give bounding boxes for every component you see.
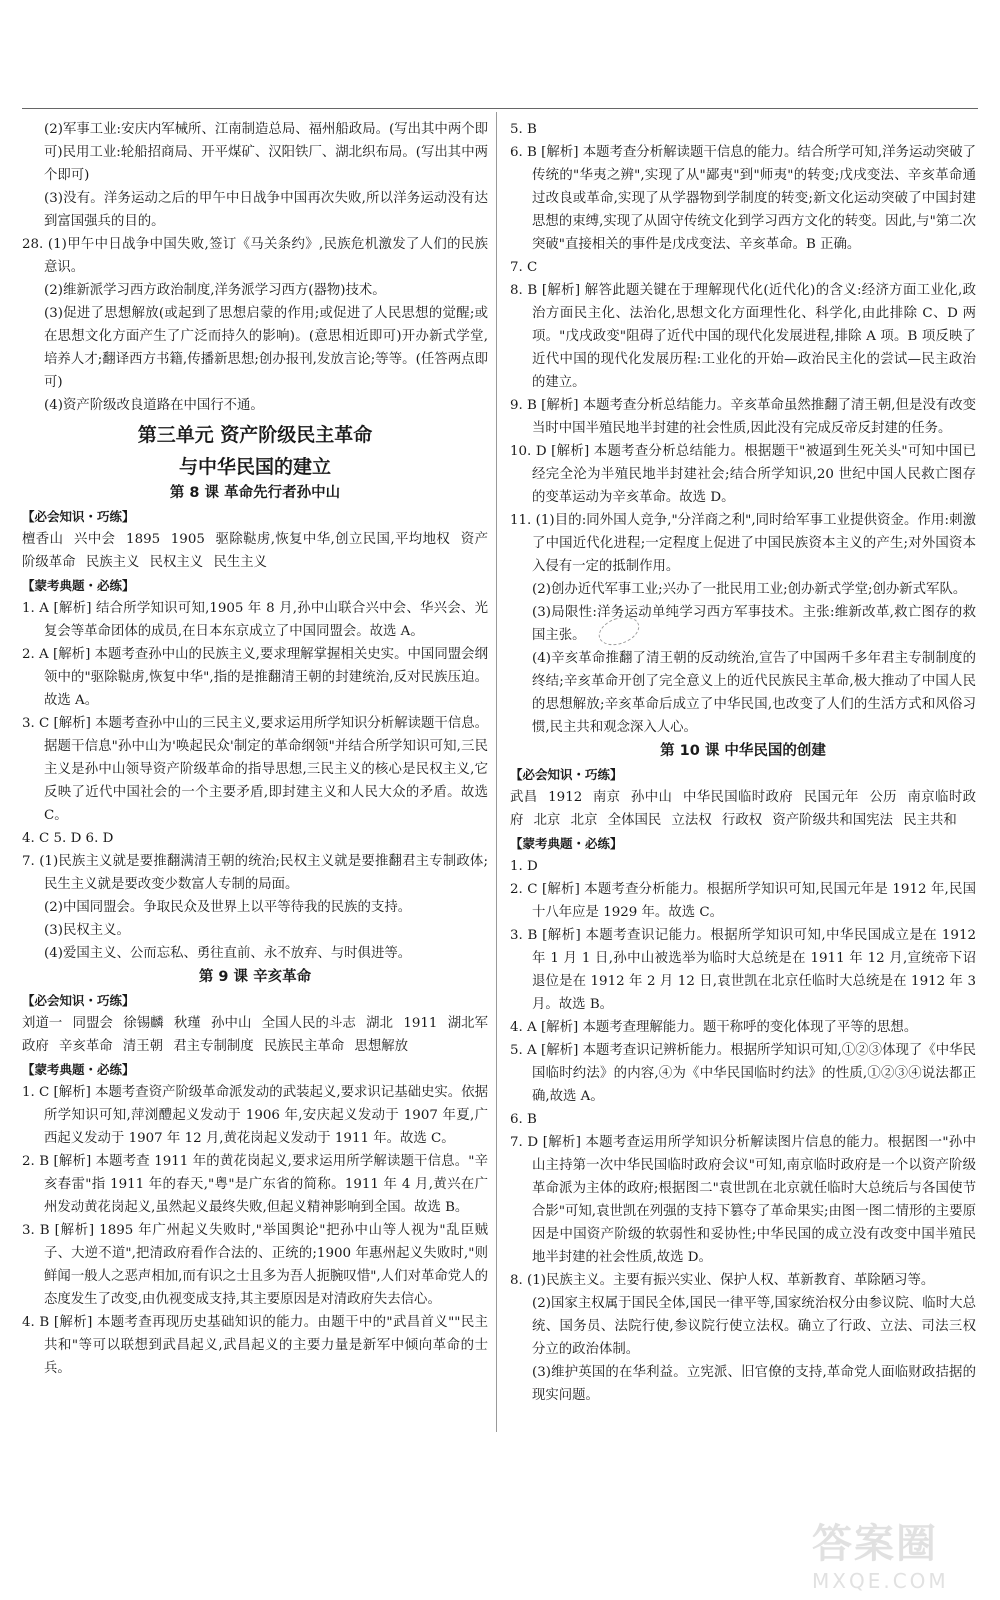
answer-text: 3. B [解析] 1895 年广州起义失败时,"举国舆论"把孙中山等人视为"乱臣贼子、大逆不道",把清政府看作合法的、正统的;1900 年惠州起义失败时,"则鲜闻一般人之恶声相加,而有识之士且多为吾人扼腕叹惜",人们对革命党人的态度发生了改变,由仇视变成支持,其主要原因是对清政府失去信心。 — [22, 1223, 488, 1307]
answer-text: 4. B [解析] 本题考查再现历史基础知识的能力。由题干中的"武昌首义""民主共和"等可以联想到武昌起义,武昌起义的主要力量是新军中倾向革命的士兵。 — [22, 1315, 488, 1376]
watermark-logo — [812, 1512, 982, 1592]
right-column — [510, 118, 976, 1407]
section-tag: 【必会知识・巧练】 — [510, 767, 623, 782]
lesson-title: 第 9 课 辛亥革命 — [198, 969, 312, 985]
answer-text: 1. A [解析] 结合所学知识可知,1905 年 8 月,孙中山联合兴中会、华兴会、光复会等革命团体的成员,在日本东京成立了中国同盟会。故选 A。 — [22, 601, 488, 639]
answer-text: (4)爱国主义、公而忘私、勇往直前、永不放弃、与时俱进等。 — [44, 946, 412, 961]
answer-text: 2. B [解析] 本题考查 1911 年的黄花岗起义,要求运用所学解读题干信息。"辛亥春雷"指 1911 年的春天,"粤"是广东省的简称。1911 年 4 月,黄兴在广州发动黄花岗起义,虽然起义最终失败,但起义精神影响到全国。故选 B。 — [22, 1154, 488, 1215]
column-divider — [496, 112, 497, 1432]
answer-text: (3)没有。洋务运动之后的甲午中日战争中国再次失败,所以洋务运动没有达到富国强兵的目的。 — [44, 191, 488, 229]
answer-text: (2)军事工业:安庆内军械所、江南制造总局、福州船政局。(写出其中两个即可)民用工业:轮船招商局、开平煤矿、汉阳铁厂、湖北织布局。(写出其中两个即可) — [44, 122, 488, 183]
answer-text: 5. B — [510, 122, 537, 137]
answer-text: (3)维护英国的在华利益。立宪派、旧官僚的支持,革命党人面临财政拮据的现实问题。 — [532, 1365, 976, 1403]
answer-text: 10. D [解析] 本题考查分析总结能力。根据题干"被逼到生死关头"可知中国已经完全沦为半殖民地半封建社会;结合所学知识,20 世纪中国人民救亡图存的变革运动为辛亥革命。故选 D。 — [510, 444, 976, 505]
lesson-title: 第 8 课 革命先行者孙中山 — [169, 485, 341, 501]
answer-text: 9. B [解析] 本题考查分析总结能力。辛亥革命虽然推翻了清王朝,但是没有改变当时中国半殖民地半封建的社会性质,因此没有完成反帝反封建的任务。 — [510, 398, 976, 436]
unit-title: 第三单元 资产阶级民主革命 — [137, 424, 373, 446]
answer-text: 4. C 5. D 6. D — [22, 831, 114, 846]
answer-text: 28. (1)甲午中日战争中国失败,签订《马关条约》,民族危机激发了人们的民族意识。 — [22, 237, 488, 275]
answer-text: 8. B [解析] 解答此题关键在于理解现代化(近代化)的含义:经济方面工业化,政治方面民主化、法治化,思想文化方面理性化、科学化,由此排除 C、D 两项。"戊戌政变"阻碍了近代中国的现代化发展进程,排除 A 项。B 项反映了近代中国的现代化发展历程:工业化的开始—政治民主化的尝试—民主政治的建立。 — [510, 283, 976, 390]
watermark-mark: 答案圈 — [812, 1521, 938, 1567]
top-rule — [22, 108, 978, 109]
answer-text: 1. D — [510, 859, 538, 874]
answer-text: 3. C [解析] 本题考查孙中山的三民主义,要求运用所学知识分析解读题干信息。据题干信息"孙中山为'唤起民众'制定的革命纲领"并结合所学知识可知,三民主义是孙中山领导资产阶级革命的指导思想,三民主义的核心是民权主义,它反映了近代中国社会的一个主要矛盾,即封建主义和人民大众的矛盾。故选 C。 — [22, 716, 488, 823]
answer-text: 6. B [解析] 本题考查分析解读题干信息的能力。结合所学可知,洋务运动突破了传统的"华夷之辨",实现了从"鄙夷"到"师夷"的转变;戊戌变法、辛亥革命通过改良或革命,实现了从学器物到学制度的转变;新文化运动突破了中国封建思想的束缚,实现了从固守传统文化到学习西方文化的转变。因此,与"第二次突破"直接相关的事件是戊戌变法、辛亥革命。B 正确。 — [510, 145, 976, 252]
answer-text: (3)局限性:洋务运动单纯学习西方军事技术。主张:维新改革,救亡图存的救国主张。 — [532, 605, 976, 643]
answer-text: (2)国家主权属于国民全体,国民一律平等,国家统治权分由参议院、临时大总统、国务员、法院行使,参议院行使立法权。确立了行政、立法、司法三权分立的政治体制。 — [532, 1296, 976, 1357]
answer-text: 3. B [解析] 本题考查识记能力。根据所学知识可知,中华民国成立是在 1912 年 1 月 1 日,孙中山被选举为临时大总统是在 1911 年 12 月,宣统帝下诏退位是在 1912 年 2 月 12 日,袁世凯在北京任临时大总统是在 1912 年 3 月。故选 B。 — [510, 928, 976, 1012]
answer-text: 4. A [解析] 本题考查理解能力。题干称呼的变化体现了平等的思想。 — [510, 1020, 918, 1035]
answer-text: 7. D [解析] 本题考查运用所学知识分析解读图片信息的能力。根据图一"孙中山主持第一次中华民国临时政府会议"可知,南京临时政府是一个以资产阶级革命派为主体的政府;根据图二"袁世凯在北京就任临时大总统后与各国使节合影"可知,袁世凯在列强的支持下篡夺了革命果实;由图一图二情形的主要原因是中国资产阶级的软弱性和妥协性;中华民国的成立没有改变中国半殖民地半封建的社会性质,故选 D。 — [510, 1135, 976, 1265]
answer-text: 11. (1)目的:同外国人竞争,"分洋商之利",同时给军事工业提供资金。作用:刺激了中国近代化进程;一定程度上促进了中国民族资本主义的产生;对外国资本入侵有一定的抵制作用。 — [510, 513, 976, 574]
section-tag: 【蒙考典题・必练】 — [22, 1062, 135, 1077]
lesson-title: 第 10 课 中华民国的创建 — [660, 743, 826, 759]
answer-text: (3)促进了思想解放(或起到了思想启蒙的作用;或促进了人民思想的觉醒;或在思想文化方面产生了广泛而持久的影响)。(意思相近即可)开办新式学堂,培养人才;翻译西方书籍,传播新思想;创办报刊,发放言论;等等。(任答两点即可) — [44, 306, 488, 390]
answer-text: 1. C [解析] 本题考查资产阶级革命派发动的武装起义,要求识记基础史实。依据所学知识可知,萍浏醴起义发动于 1906 年,安庆起义发动于 1907 年夏,广西起义发动于 1907 年 12 月,黄花岗起义发动于 1911 年。故选 C。 — [22, 1085, 488, 1146]
unit-title: 与中华民国的建立 — [178, 456, 331, 478]
answer-text: (3)民权主义。 — [44, 923, 130, 938]
keyword-answers: 檀香山 兴中会 1895 1905 驱除鞑虏,恢复中华,创立民国,平均地权 资产阶级革命 民族主义 民权主义 民生主义 — [22, 532, 488, 570]
section-tag: 【蒙考典题・必练】 — [510, 836, 623, 851]
answer-text: 7. C — [510, 260, 538, 275]
answer-text: (4)辛亥革命推翻了清王朝的反动统治,宣告了中国两千多年君主专制制度的终结;辛亥革命开创了完全意义上的近代民族民主革命,极大推动了中国人民的思想解放;辛亥革命后成立了中华民国,也改变了人们的生活方式和风俗习惯,民主共和观念深入人心。 — [532, 651, 976, 735]
answer-text: 2. A [解析] 本题考查孙中山的民族主义,要求理解掌握相关史实。中国同盟会纲领中的"驱除鞑虏,恢复中华",指的是推翻清王朝的封建统治,反对民族压迫。故选 A。 — [22, 647, 488, 708]
keyword-answers: 武昌 1912 南京 孙中山 中华民国临时政府 民国元年 公历 南京临时政府 北京 北京 全体国民 立法权 行政权 资产阶级共和国宪法 民主共和 — [510, 790, 976, 828]
section-tag: 【蒙考典题・必练】 — [22, 578, 135, 593]
answer-text: 2. C [解析] 本题考查分析能力。根据所学知识可知,民国元年是 1912 年,民国十八年应是 1929 年。故选 C。 — [510, 882, 976, 920]
answer-text: (2)创办近代军事工业;兴办了一批民用工业;创办新式学堂;创办新式军队。 — [532, 582, 967, 597]
answer-text: (2)维新派学习西方政治制度,洋务派学习西方(器物)技术。 — [44, 283, 386, 298]
left-column — [22, 118, 488, 1380]
section-tag: 【必会知识・巧练】 — [22, 993, 135, 1008]
answer-text: 6. B — [510, 1112, 537, 1127]
answer-text: 7. (1)民族主义就是要推翻满清王朝的统治;民权主义就是要推翻君主专制政体;民生主义就是要改变少数富人专制的局面。 — [22, 854, 488, 892]
answer-text: 5. A [解析] 本题考查识记辨析能力。根据所学知识可知,①②③体现了《中华民国临时约法》的内容,④为《中华民国临时约法》的性质,①②③④说法都正确,故选 A。 — [510, 1043, 976, 1104]
answer-text: 8. (1)民族主义。主要有振兴实业、保护人权、革新教育、革除陋习等。 — [510, 1273, 935, 1288]
section-tag: 【必会知识・巧练】 — [22, 509, 135, 524]
keyword-answers: 刘道一 同盟会 徐锡麟 秋瑾 孙中山 全国人民的斗志 湖北 1911 湖北军政府 辛亥革命 清王朝 君主专制制度 民族民主革命 思想解放 — [22, 1016, 488, 1054]
answer-text: (2)中国同盟会。争取民众及世界上以平等待我的民族的支持。 — [44, 900, 412, 915]
answer-text: (4)资产阶级改良道路在中国行不通。 — [44, 398, 264, 413]
watermark-url: MXQE.COM — [812, 1569, 949, 1593]
